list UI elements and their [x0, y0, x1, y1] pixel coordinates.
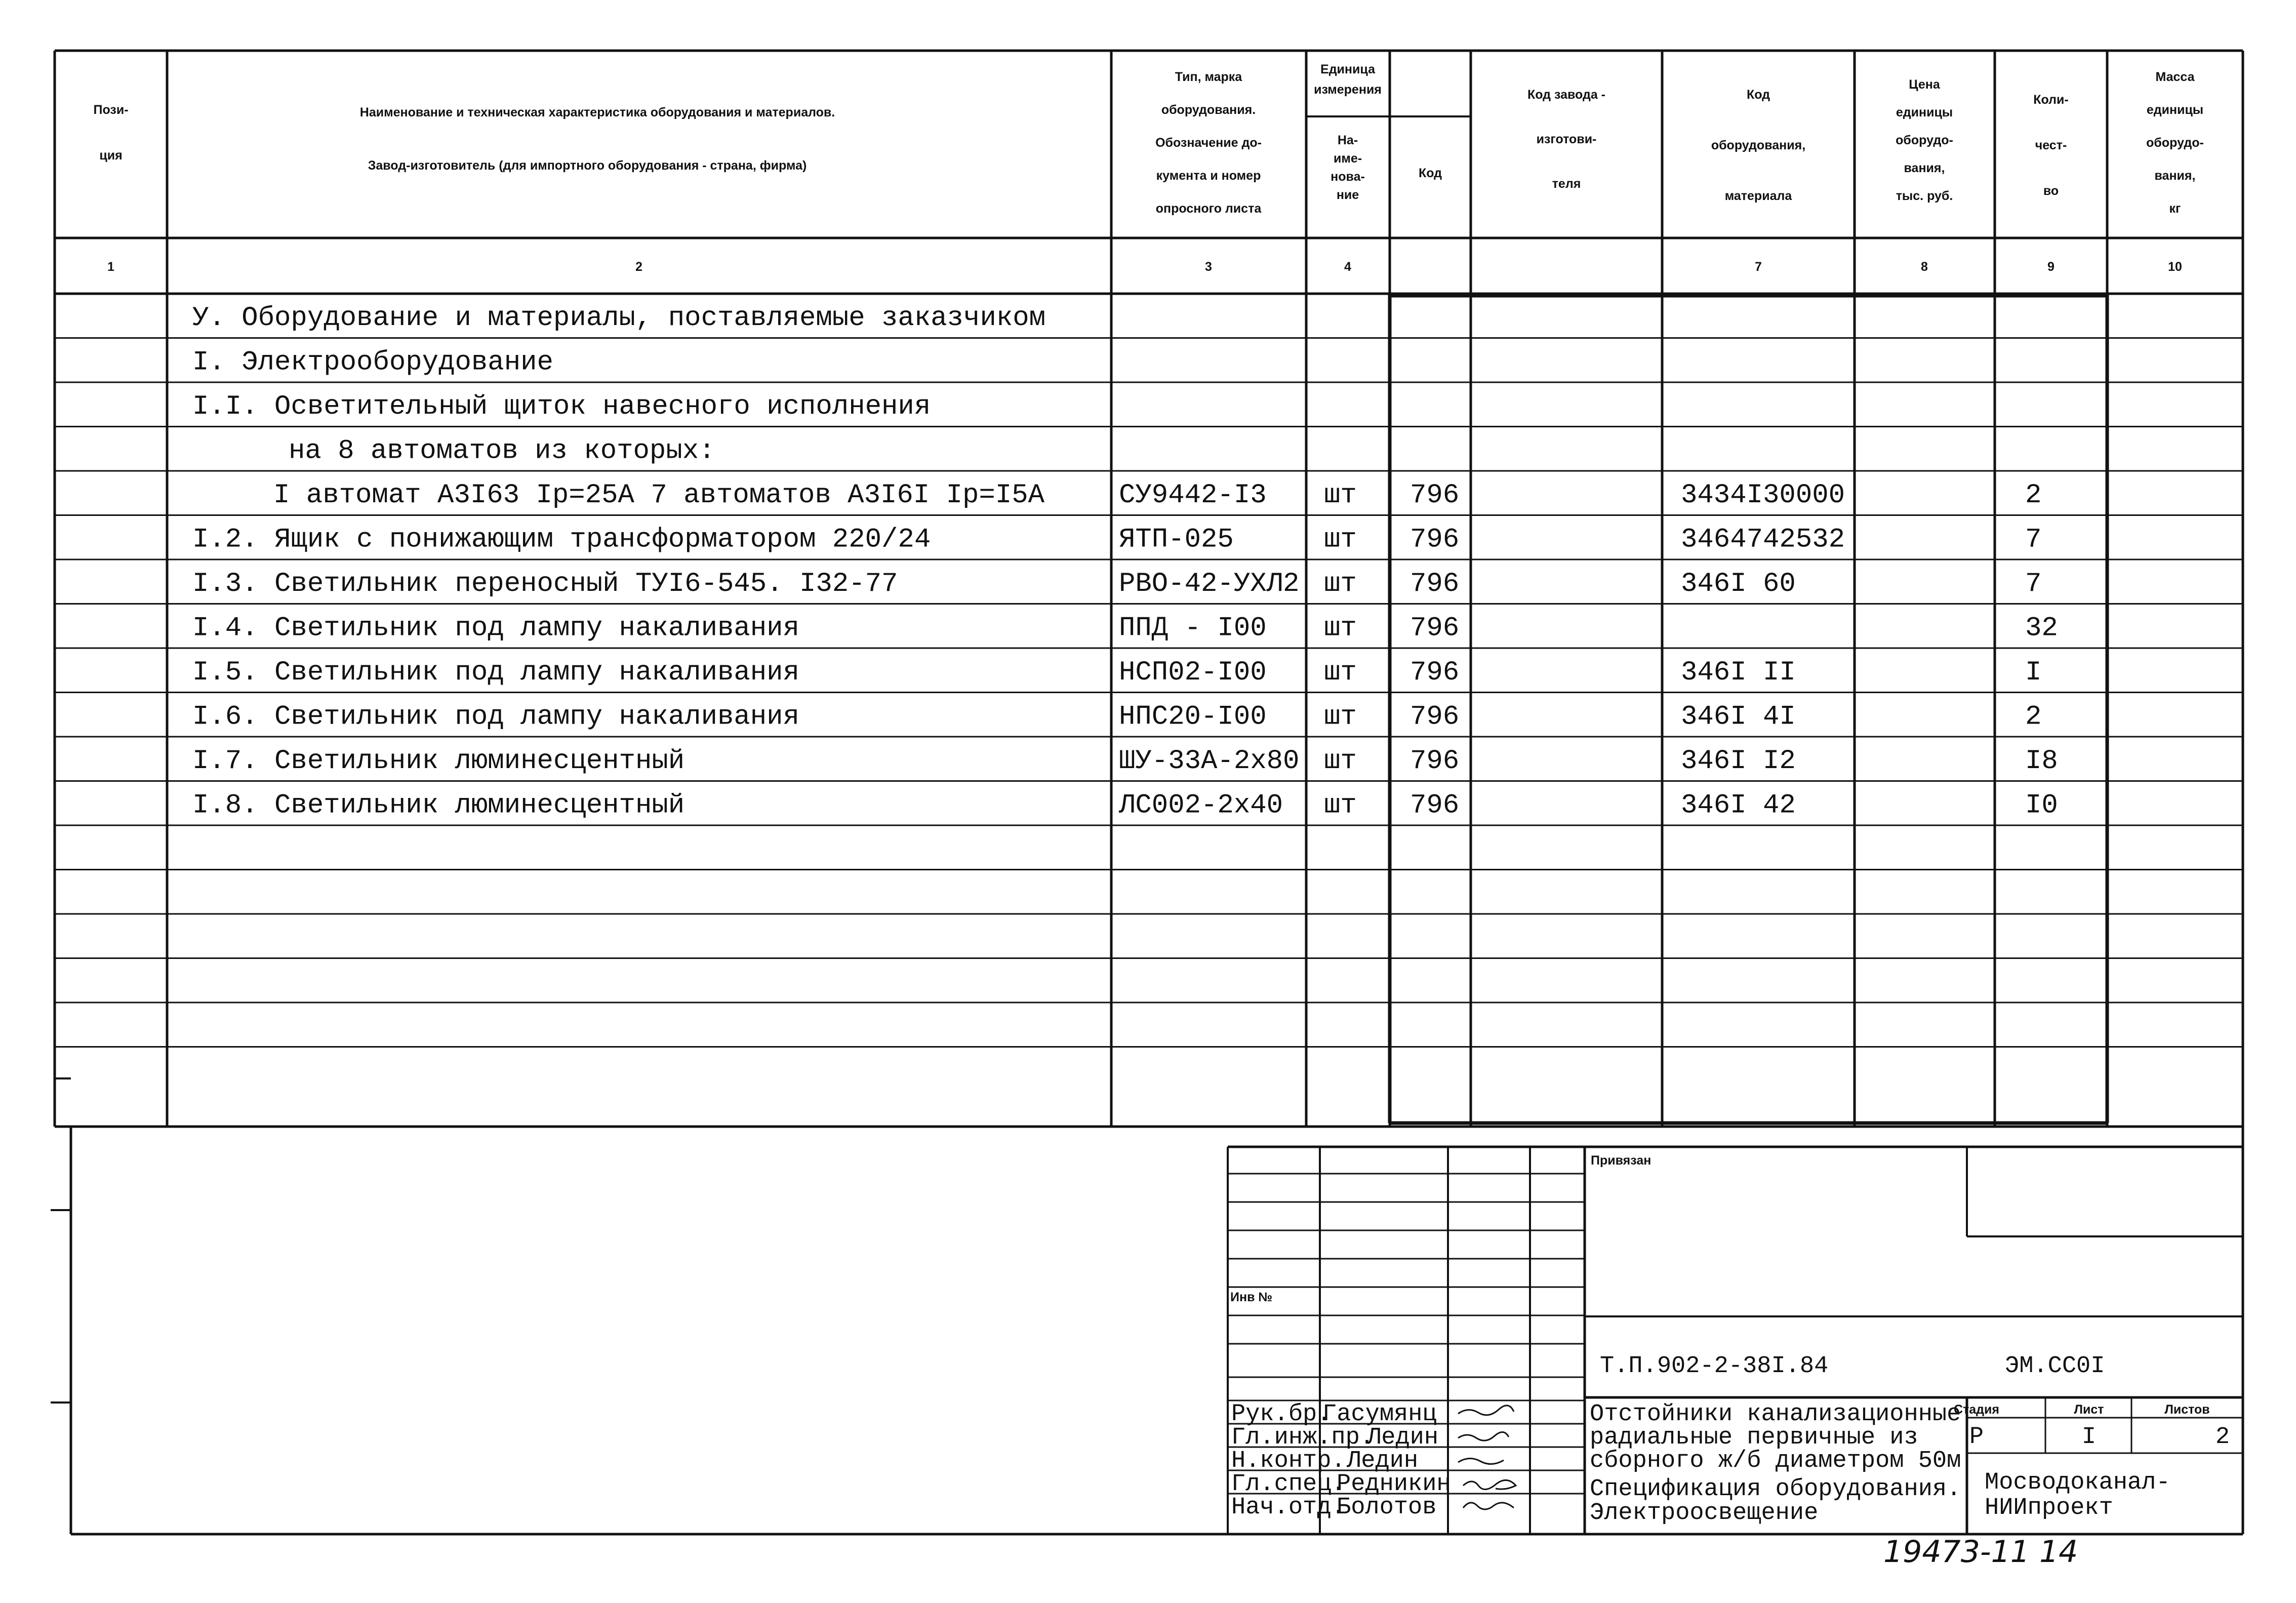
row-unit: шт: [1324, 657, 1357, 688]
signature-role-4: Гл.спец.: [1231, 1471, 1346, 1498]
row-unit-code: 796: [1410, 569, 1460, 599]
signature-name-1: Гасумянц: [1322, 1401, 1437, 1428]
row-quantity: 7: [2025, 524, 2042, 555]
row-equipment-code: 346I II: [1681, 657, 1796, 688]
row-quantity: I: [2025, 657, 2042, 688]
title-line-5: Электроосвещение: [1590, 1500, 1819, 1527]
row-quantity: 32: [2025, 613, 2058, 644]
row-unit: шт: [1324, 524, 1357, 555]
row-name: I.I. Осветительный щиток навесного исполнения: [192, 391, 931, 422]
signature-role-3: Н.контр.: [1231, 1448, 1346, 1474]
row-unit: шт: [1324, 701, 1357, 733]
column-number: 8: [1921, 260, 1928, 274]
row-type: ШУ-33А-2х80: [1119, 746, 1300, 777]
row-equipment-code: 346I 42: [1681, 790, 1796, 821]
header-quantity-line: Коли-: [2033, 93, 2069, 107]
header-type-line: Тип, марка: [1175, 70, 1242, 84]
row-equipment-code: 3434I30000: [1681, 480, 1845, 511]
header-type-line: опросного листа: [1155, 202, 1262, 216]
stage-label: Стадия: [1953, 1402, 2000, 1417]
header-unit-line: Единица: [1320, 62, 1375, 76]
row-type: ЯТП-025: [1119, 524, 1234, 555]
title-line-1: Отстойники канализационные: [1590, 1401, 1961, 1428]
title-line-3: сборного ж/б диаметром 50м: [1590, 1448, 1961, 1474]
row-quantity: I8: [2025, 746, 2058, 777]
header-mass-line: единицы: [2146, 103, 2204, 117]
header-mass-line: вания,: [2154, 169, 2196, 183]
signature-name-5: Болотов: [1337, 1494, 1437, 1521]
row-equipment-code: 346I 60: [1681, 569, 1796, 599]
header-quantity-line: во: [2043, 184, 2059, 198]
row-unit: шт: [1324, 790, 1357, 821]
row-quantity: I0: [2025, 790, 2058, 821]
row-name: I.4. Светильник под лампу накаливания: [192, 613, 799, 644]
privyazan-label: Привязан: [1591, 1153, 1651, 1168]
header-name-line: Наименование и техническая характеристика оборудования и материалов.: [359, 105, 835, 119]
row-unit-code: 796: [1410, 790, 1460, 821]
sheets-label: Листов: [2164, 1402, 2210, 1417]
header-price-line: единицы: [1896, 105, 1953, 119]
header-mass-line: оборудо-: [2146, 136, 2204, 150]
row-equipment-code: 346I 4I: [1681, 701, 1796, 733]
row-name: на 8 автоматов из которых:: [289, 435, 715, 467]
header-position-line: Пози-: [93, 103, 129, 117]
row-equipment-code: 3464742532: [1681, 524, 1845, 555]
header-price-line: оборудо-: [1896, 133, 1953, 147]
table-body: [192, 303, 2058, 821]
row-name: I.8. Светильник люминесцентный: [192, 790, 685, 821]
organization-line-1: Мосводоканал-: [1985, 1469, 2170, 1496]
signature-role-2: Гл.инж.пр.: [1231, 1424, 1375, 1451]
title-line-4: Спецификация оборудования.: [1590, 1476, 1961, 1503]
column-number: 9: [2047, 260, 2055, 274]
header-manufacturer-code-line: теля: [1552, 177, 1581, 191]
title-line-2: радиальные первичные из: [1590, 1424, 1918, 1451]
header-price-line: тыс. руб.: [1896, 189, 1953, 203]
signature-role-1: Рук.бр.: [1231, 1401, 1332, 1428]
header-mass-line: Масса: [2155, 70, 2195, 84]
row-name: I.6. Светильник под лампу накаливания: [192, 701, 799, 733]
signature-role-5: Нач.отд.: [1231, 1494, 1346, 1521]
sheets-value: 2: [2215, 1424, 2230, 1451]
row-unit: шт: [1324, 480, 1357, 511]
header-type-line: оборудования.: [1161, 103, 1256, 117]
header-price-line: вания,: [1904, 161, 1945, 175]
row-name: I.5. Светильник под лампу накаливания: [192, 657, 799, 688]
row-name: I автомат А3I63 Iр=25А 7 автоматов А3I6I Iр=I5А: [273, 480, 1045, 511]
row-unit: шт: [1324, 569, 1357, 599]
sheet-code: ЭМ.СС0I: [2005, 1353, 2105, 1380]
document-designation: Т.П.902-2-38I.84: [1600, 1353, 1829, 1380]
row-quantity: 2: [2025, 701, 2042, 733]
header-unit-name-line: име-: [1333, 151, 1362, 166]
header-position-line: ция: [99, 148, 123, 163]
row-unit-code: 796: [1410, 746, 1460, 777]
signature-name-2: Ледин: [1367, 1424, 1439, 1451]
row-type: РВО-42-УХЛ2: [1119, 569, 1300, 599]
column-number: 7: [1755, 260, 1762, 274]
row-type: НПС20-I00: [1119, 701, 1267, 733]
header-manufacturer-code-line: изготови-: [1536, 132, 1597, 146]
sheet-label: Лист: [2074, 1402, 2104, 1417]
header-equipment-code-line: Код: [1746, 88, 1770, 102]
row-unit-code: 796: [1410, 657, 1460, 688]
header-unit-name-line: нова-: [1331, 170, 1365, 184]
header-price-line: Цена: [1909, 77, 1940, 92]
column-number: 3: [1205, 260, 1212, 274]
signature-name-3: Ледин: [1347, 1448, 1419, 1474]
header-unit-code-line: Код: [1418, 166, 1442, 180]
row-type: СУ9442-I3: [1119, 480, 1267, 511]
header-equipment-code-line: материала: [1724, 189, 1792, 203]
row-unit: шт: [1324, 746, 1357, 777]
row-quantity: 2: [2025, 480, 2042, 511]
column-number: 4: [1344, 260, 1351, 274]
header-unit-name-line: На-: [1337, 133, 1358, 147]
row-name: У. Оборудование и материалы, поставляемые заказчиком: [192, 303, 1046, 334]
row-unit: шт: [1324, 613, 1357, 644]
row-name: I.3. Светильник переносный ТУI6-545. I32-77: [192, 569, 898, 599]
stage-value: Р: [1969, 1424, 1984, 1451]
header-manufacturer-line: Завод-изготовитель (для импортного оборудования - страна, фирма): [368, 158, 807, 173]
organization-line-2: НИИпроект: [1985, 1495, 2113, 1521]
column-number: 10: [2168, 260, 2182, 274]
row-type: ЛС002-2х40: [1119, 790, 1283, 821]
header-unit-name-line: ние: [1336, 188, 1359, 202]
header-type-line: кумента и номер: [1156, 169, 1261, 183]
archive-number: 19473-11 14: [1883, 1534, 2078, 1570]
row-type: НСП02-I00: [1119, 657, 1267, 688]
header-quantity-line: чест-: [2035, 138, 2067, 152]
row-name: I.2. Ящик с понижающим трансформатором 220/24: [192, 524, 931, 555]
header-manufacturer-code-line: Код завода -: [1527, 88, 1606, 102]
signature-name-4: Редникин: [1337, 1471, 1451, 1498]
row-unit-code: 796: [1410, 701, 1460, 733]
row-name: I. Электрооборудование: [192, 347, 553, 378]
row-name: I.7. Светильник люминесцентный: [192, 746, 685, 777]
inventory-number-label: Инв №: [1230, 1290, 1273, 1304]
table-header: [93, 62, 2203, 216]
header-equipment-code-line: оборудования,: [1711, 138, 1806, 152]
column-number: 1: [107, 260, 114, 274]
header-mass-line: кг: [2169, 202, 2181, 216]
sheet-value: I: [2081, 1424, 2097, 1451]
row-unit-code: 796: [1410, 480, 1460, 511]
row-quantity: 7: [2025, 569, 2042, 599]
row-type: ППД - I00: [1119, 613, 1267, 644]
row-equipment-code: 346I I2: [1681, 746, 1796, 777]
column-number-row: [107, 260, 2182, 274]
column-number: 2: [635, 260, 642, 274]
header-type-line: Обозначение до-: [1155, 136, 1262, 150]
row-unit-code: 796: [1410, 613, 1460, 644]
header-unit-line: измерения: [1314, 83, 1382, 97]
row-unit-code: 796: [1410, 524, 1460, 555]
